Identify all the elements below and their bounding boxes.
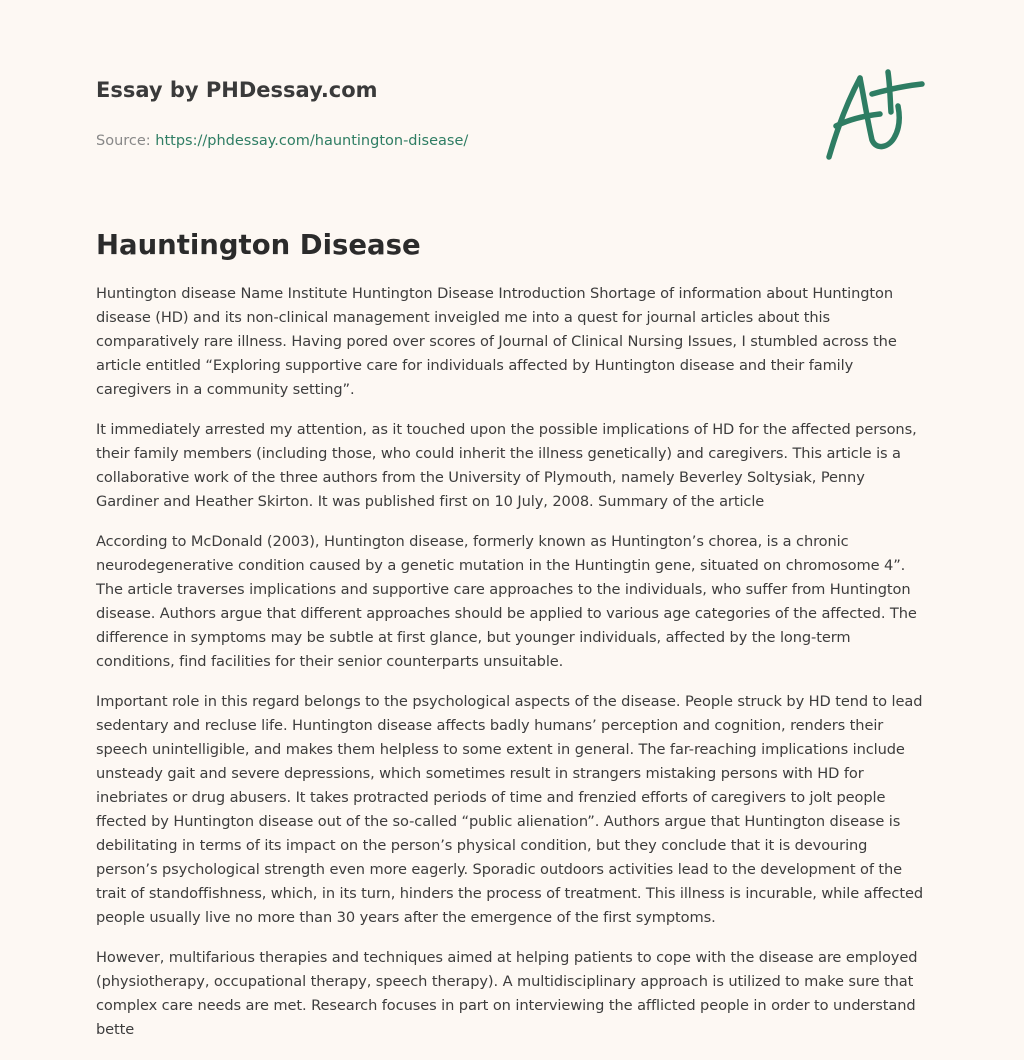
brand-title: Essay by PHDessay.com [96, 78, 378, 102]
article-title: Hauntington Disease [96, 229, 421, 261]
article [96, 226, 932, 1058]
source-label: Source: [96, 133, 151, 149]
paragraph: Important role in this regard belongs to the psychological aspects of the disease. People struck by HD tend to lead sedentary and recluse life. Huntington disease affects badly humans’ perception and cognition, renders their speech unintelligible, and makes them helpless to some extent in general. The far-reaching implications include unsteady gait and severe depressions, which sometimes result in strangers mistaking persons with HD for inebriates or drug abusers. It takes protracted periods of time and frenzied efforts of caregivers to jolt people ffected by Huntington disease out of the so-called “public alienation”. Authors argue that Huntington disease is debilitating in terms of its impact on the person’s physical condition, but they conclude that it is devouring person’s psychological strength even more eagerly. Sporadic outdoors activities lead to the development of the trait of standoffishness, which, in its turn, hinders the process of treatment. This illness is incurable, while affected people usually live no more than 30 years after the emergence of the first symptoms. [96, 693, 924, 926]
paragraph: Huntington disease Name Institute Huntington Disease Introduction Shortage of information about Huntington disease (HD) and its non-clinical management inveigled me into a quest for journal articles about this comparatively rare illness. Having pored over scores of Journal of Clinical Nursing Issues, I stumbled across the article entitled “Exploring supportive care for individuals affected by Huntington disease and their family caregivers in a community setting”. [96, 285, 897, 398]
paragraph: It immediately arrested my attention, as it touched upon the possible implications of HD for the affected persons, their family members (including those, who could inherit the illness genetically) and caregivers. This article is a collaborative work of the three authors from the University of Plymouth, namely Beverley Soltysiak, Penny Gardiner and Heather Skirton. It was published first on 10 July, 2008. Summary of the article [96, 421, 917, 510]
source-link[interactable]: https://phdessay.com/hauntington-disease/ [155, 133, 469, 149]
source-line [96, 131, 796, 151]
a-plus-logo-icon [822, 68, 928, 164]
paragraph: However, multifarious therapies and techniques aimed at helping patients to cope with the disease are employed (physiotherapy, occupational therapy, speech therapy). A multidisciplinary approach is utilized to make sure that complex care needs are met. Research focuses in part on interviewing the afflicted people in order to understand bette [96, 949, 918, 1038]
paragraph: According to McDonald (2003), Huntington disease, formerly known as Huntington’s chorea, is a chronic neurodegenerative condition caused by a genetic mutation in the Huntingtin gene, situated on chromosome 4”. The article traverses implications and supportive care approaches to the individuals, who suffer from Huntington disease. Authors argue that different approaches should be applied to various age categories of the affected. The difference in symptoms may be subtle at first glance, but younger individuals, affected by the long-term conditions, find facilities for their senior counterparts unsuitable. [96, 533, 917, 670]
page-header [96, 76, 796, 151]
